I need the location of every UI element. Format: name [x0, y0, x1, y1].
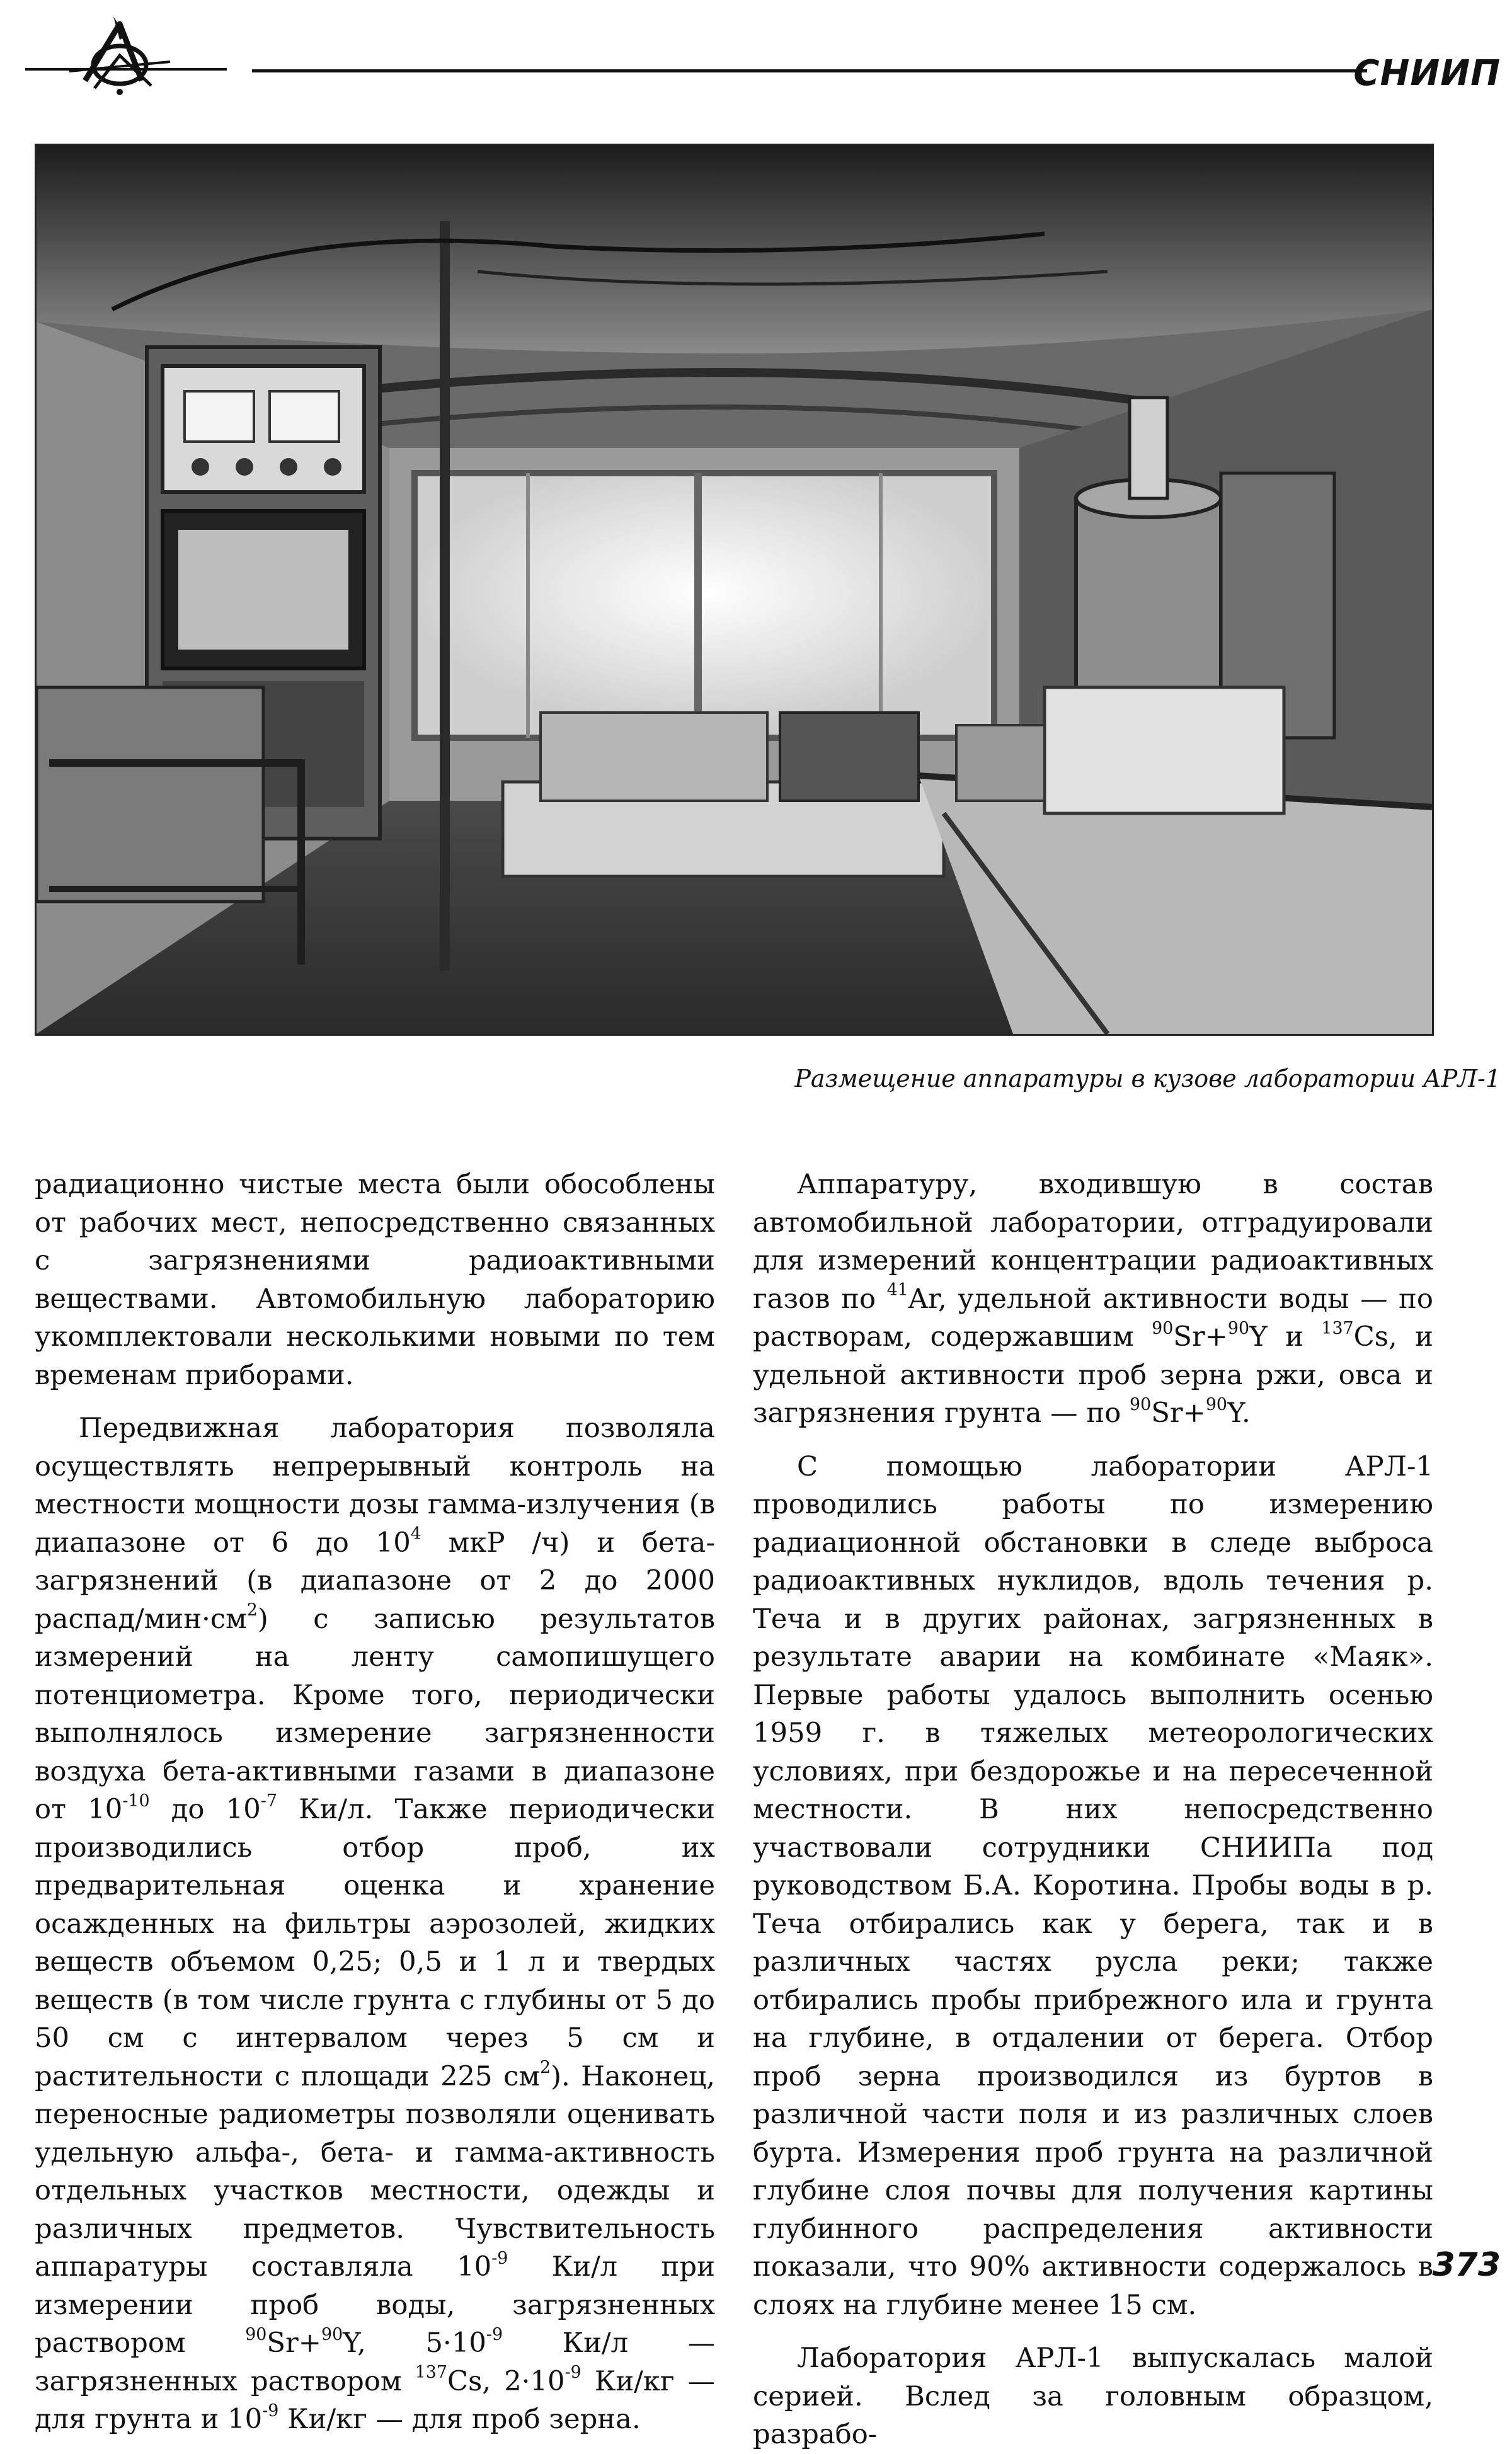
page-header	[0, 0, 1512, 145]
paragraph: Передвижная лаборатория позволяла осуществлять непрерывный контроль на местности мощности дозы гамма-излучения (в диапазоне от 6 до $10^4$ мкР /ч) и бета-загрязнений (в диапазоне от 2 до 2000 распад/$мин\cdot см^2$) с записью результатов измерений на ленту самопишущего потенциометра. Кроме того, периодически выполнялось измерение загрязненности воздуха бета-активными газами в диапазоне от $10^{-10}$ до $10^{-7}$ Ки/л. Также периодически производились отбор проб, их предварительная оценка и хранение осажденных на фильтры аэрозолей, жидких веществ объемом 0,25; 0,5 и 1 л и твердых веществ (в том числе грунта с глубины от 5 до 50 см с интервалом через 5 см и растительности с площади 225 $см^2$). Наконец, переносные радиометры позволяли оценивать удельную альфа-, бета- и гамма-активность отдельных участков местности, одежды и различных предметов. Чувствительность аппаратуры составляла $10^{-9}$ Ки/л при измерении проб воды, загрязненных раствором $^{90}$Sr+$^{90}$Y, $5\cdot 10^{-9}$ Ки/л — загрязненных раствором $^{137}$Cs, $2\cdot 10^{-9}$ Ки/кг — для грунта и $10^{-9}$ Ки/кг — для проб зерна.	[35, 1413, 716, 2435]
paragraph: С помощью лаборатории АРЛ-1 проводились работы по измерению радиационной обстановки в следе выброса радиоактивных нуклидов, вдоль течения р. Теча и в других районах, загрязненных в результате аварии на комбинате «Маяк». Первые работы удалось выполнить осенью 1959 г. в тяжелых метеорологических условиях, при бездорожье и на пересеченной местности. В них непосредственно участвовали сотрудники СНИИПа под руководством Б.А. Коротина. Пробы воды в р. Теча отбирались как у берега, так и в различных частях русла реки; также отбирались пробы прибрежного ила и грунта на глубине, в отдалении от берега. Отбор проб зерна производился из буртов в различной части поля и из различных слоев бурта. Измерения проб грунта на различной глубине слоя почвы для получения картины глубинного распределения активности показали, что 90% активности содержалось в слоях на глубине менее 15 см.	[753, 1450, 1433, 2321]
paragraph: радиационно чистые места были обособлены от рабочих мест, непосредственно связанных с загрязнениями радиоактивными веществами. Автомобильную лабораторию укомплектовали несколькими новыми по тем временам приборами.	[35, 1169, 715, 1391]
text-column-left	[35, 1166, 715, 2439]
laboratory-interior-photo	[35, 144, 1434, 1036]
paragraph: Лаборатория АРЛ-1 выпускалась малой серией. Вслед за головным образцом, разрабо-	[753, 2342, 1433, 2450]
header-rule	[252, 69, 1367, 72]
figure-caption: Размещение аппаратуры в кузове лаборатории АРЛ-1	[794, 1065, 1501, 1092]
running-head: СНИИП	[1353, 53, 1501, 94]
paragraph: Аппаратуру, входившую в состав автомобильной лаборатории, отградуировали для измерений концентрации радиоактивных газов по $^{41}$Ar, удельной активности воды — по растворам, содержавшим $^{90}$Sr+$^{90}$Y и $^{137}$Cs, и удельной активности проб зерна ржи, овса и загрязнения грунта — по $^{90}$Sr+$^{90}$Y.	[753, 1169, 1433, 1429]
text-column-right	[753, 1166, 1433, 2454]
institute-emblem-icon	[25, 11, 227, 100]
page-number: 373	[1432, 2246, 1501, 2284]
